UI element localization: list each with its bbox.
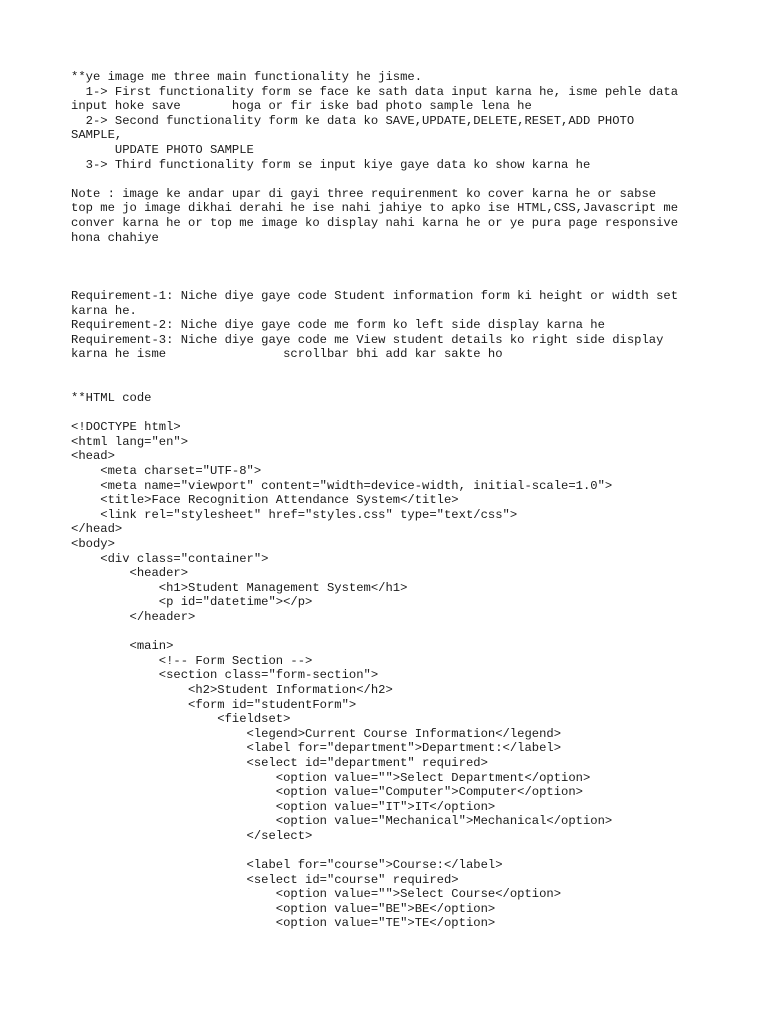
document-line: <select id="course" required> (71, 872, 459, 887)
document-line (71, 625, 731, 640)
document-line: Requirement-3: Niche diye gaye code me View student details ko right side display (71, 332, 664, 347)
document-line: 2-> Second functionality form ke data ko SAVE,UPDATE,DELETE,RESET,ADD PHOTO (71, 113, 635, 128)
document-line (71, 376, 731, 391)
document-line: <head> (71, 449, 115, 464)
document-line: UPDATE PHOTO SAMPLE (71, 142, 254, 157)
document-line: Note : image ke andar upar di gayi three requirenment ko cover karna he or sabse (71, 186, 657, 201)
document-line: **HTML code (71, 391, 152, 406)
document-line: <div class="container"> (71, 551, 269, 566)
document-line: <header> (71, 566, 189, 581)
document-line: SAMPLE, (71, 128, 123, 143)
document-line: Requirement-1: Niche diye gaye code Student information form ki height or width set (71, 288, 679, 303)
document-line: <option value="Mechanical">Mechanical</option> (71, 814, 613, 829)
document-line: <form id="studentForm"> (71, 697, 357, 712)
document-line: <option value="">Select Department</option> (71, 770, 591, 785)
document-line: <fieldset> (71, 712, 291, 727)
document-line (71, 406, 731, 421)
document-line: conver karna he or top me image ko display nahi karna he or ye pura page responsive (71, 215, 679, 230)
document-line: <main> (71, 639, 174, 654)
document-line (71, 843, 731, 858)
document-line: <h1>Student Management System</h1> (71, 580, 408, 595)
document-line: <label for="department">Department:</label> (71, 741, 562, 756)
document-line (71, 245, 731, 260)
document-line: <!DOCTYPE html> (71, 420, 181, 435)
document-line: <select id="department" required> (71, 755, 488, 770)
document-line (71, 260, 731, 275)
document-line: input hoke save hoga or fir iske bad photo sample lena he (71, 99, 532, 114)
document-line: <meta name="viewport" content="width=device-width, initial-scale=1.0"> (71, 478, 613, 493)
document-line: <p id="datetime"></p> (71, 595, 313, 610)
document-line (71, 172, 731, 187)
document-line: <section class="form-section"> (71, 668, 379, 683)
document-line: <legend>Current Course Information</legend> (71, 726, 562, 741)
document-line: <html lang="en"> (71, 434, 189, 449)
document-line: karna he isme scrollbar bhi add kar sakte ho (71, 347, 503, 362)
document-line: </header> (71, 609, 196, 624)
document-line: <option value="Computer">Computer</option> (71, 785, 583, 800)
document-line (71, 362, 731, 377)
document-line: <h2>Student Information</h2> (71, 682, 393, 697)
document-body (71, 70, 731, 931)
document-line: 3-> Third functionality form se input kiye gaye data ko show karna he (71, 157, 591, 172)
document-line: </head> (71, 522, 123, 537)
document-line: <meta charset="UTF-8"> (71, 464, 262, 479)
document-line: <label for="course">Course:</label> (71, 858, 503, 873)
document-line: 1-> First functionality form se face ke sath data input karna he, isme pehle data (71, 84, 679, 99)
document-line: <option value="BE">BE</option> (71, 901, 496, 916)
document-line: **ye image me three main functionality he jisme. (71, 70, 423, 84)
document-line: <link rel="stylesheet" href="styles.css" type="text/css"> (71, 507, 518, 522)
document-line: <option value="IT">IT</option> (71, 799, 496, 814)
document-line: <body> (71, 537, 115, 551)
document-line: <title>Face Recognition Attendance System</title> (71, 493, 459, 508)
document-line: </select> (71, 828, 313, 843)
document-line (71, 274, 731, 289)
document-line: <option value="TE">TE</option> (71, 916, 496, 931)
document-line: hona chahiye (71, 230, 159, 245)
document-line: top me jo image dikhai derahi he ise nahi jahiye to apko ise HTML,CSS,Javascript me (71, 201, 679, 216)
document-line: <option value="">Select Course</option> (71, 887, 562, 902)
document-line: <!-- Form Section --> (71, 653, 313, 668)
document-line: karna he. (71, 303, 137, 318)
document-line: Requirement-2: Niche diye gaye code me form ko left side display karna he (71, 318, 605, 333)
